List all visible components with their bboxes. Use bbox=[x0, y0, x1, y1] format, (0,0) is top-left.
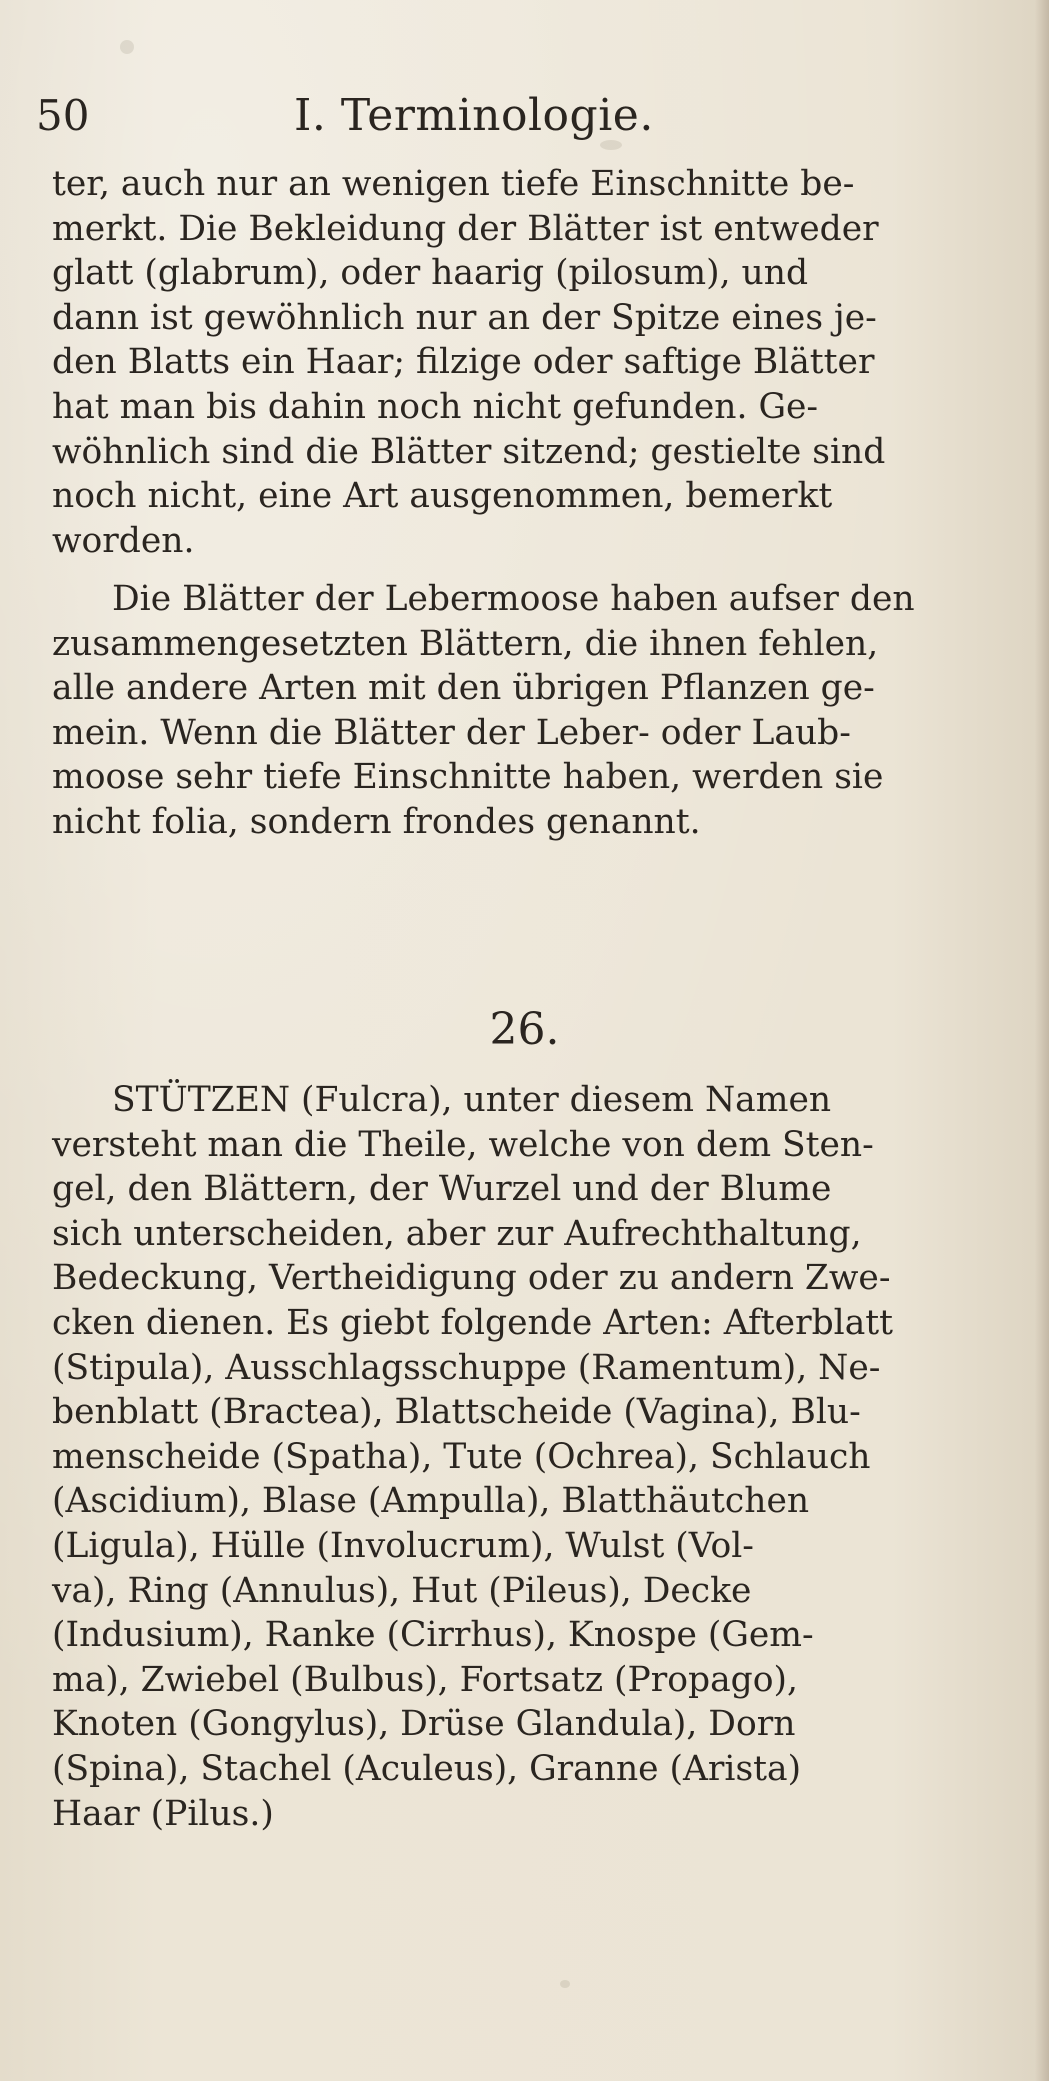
text-line: va), Ring (Annulus), Hut (Pileus), Decke bbox=[52, 1570, 752, 1611]
text-line: moose sehr tiefe Einschnitte haben, werden sie bbox=[52, 757, 884, 798]
text-line: STÜTZEN (Fulcra), unter diesem Namen bbox=[112, 1080, 832, 1120]
text-line: merkt. Die Bekleidung der Blätter ist entweder bbox=[52, 208, 879, 249]
text-line: benblatt (Bractea), Blattscheide (Vagina), Blu- bbox=[52, 1392, 861, 1433]
text-line: mein. Wenn die Blätter der Leber- oder Laub- bbox=[52, 712, 851, 753]
text-line: worden. bbox=[52, 520, 195, 561]
text-line: hat man bis dahin noch nicht gefunden. Ge- bbox=[52, 386, 819, 427]
text-line: gel, den Blättern, der Wurzel und der Blume bbox=[52, 1169, 832, 1210]
text-line: sich unterscheiden, aber zur Aufrechthaltung, bbox=[52, 1213, 862, 1254]
text-line: Bedeckung, Vertheidigung oder zu andern Zwe- bbox=[52, 1258, 891, 1299]
text-line: Haar (Pilus.) bbox=[52, 1793, 274, 1834]
text-line: alle andere Arten mit den übrigen Pflanzen ge- bbox=[52, 668, 875, 709]
text-line: (Spina), Stachel (Aculeus), Granne (Arista) bbox=[52, 1748, 802, 1789]
text-line: (Ligula), Hülle (Involucrum), Wulst (Vol- bbox=[52, 1525, 754, 1566]
text-line: den Blatts ein Haar; filzige oder saftige Blätter bbox=[52, 342, 875, 383]
text-line: (Ascidium), Blase (Ampulla), Blatthäutchen bbox=[52, 1481, 810, 1522]
text-line: Knoten (Gongylus), Drüse Glandula), Dorn bbox=[52, 1704, 796, 1745]
paper-smudge bbox=[560, 1980, 570, 1988]
paragraph-3 bbox=[52, 1078, 1022, 1836]
text-line: cken dienen. Es giebt folgende Arten: Afterblatt bbox=[52, 1302, 893, 1343]
text-line: dann ist gewöhnlich nur an der Spitze eines je- bbox=[52, 297, 877, 338]
paragraph-1 bbox=[52, 162, 1022, 563]
running-head: I. Terminologie. bbox=[294, 90, 654, 141]
text-line: ma), Zwiebel (Bulbus), Fortsatz (Propago), bbox=[52, 1659, 798, 1700]
text-line: Die Blätter der Lebermoose haben aufser den bbox=[112, 579, 915, 619]
text-line: glatt (glabrum), oder haarig (pilosum), und bbox=[52, 253, 809, 294]
paragraph-2 bbox=[52, 577, 1022, 845]
text-line: noch nicht, eine Art ausgenommen, bemerkt bbox=[52, 476, 833, 517]
text-line: (Indusium), Ranke (Cirrhus), Knospe (Gem- bbox=[52, 1615, 814, 1656]
paper-smudge bbox=[600, 140, 622, 150]
text-line: wöhnlich sind die Blätter sitzend; gestielte sind bbox=[52, 431, 886, 472]
text-line: menscheide (Spatha), Tute (Ochrea), Schlauch bbox=[52, 1436, 871, 1477]
text-line: nicht folia, sondern frondes genannt. bbox=[52, 801, 701, 842]
text-line: (Stipula), Ausschlagsschuppe (Ramentum), Ne- bbox=[52, 1347, 881, 1388]
paper-smudge bbox=[120, 40, 134, 54]
page-header bbox=[36, 86, 1016, 146]
text-line: zusammengesetzten Blättern, die ihnen fehlen, bbox=[52, 623, 879, 664]
page-number: 50 bbox=[36, 91, 90, 140]
section-number: 26. bbox=[489, 1004, 560, 1055]
text-line: ter, auch nur an wenigen tiefe Einschnitte be- bbox=[52, 164, 855, 204]
text-line: versteht man die Theile, welche von dem Sten- bbox=[52, 1124, 874, 1165]
